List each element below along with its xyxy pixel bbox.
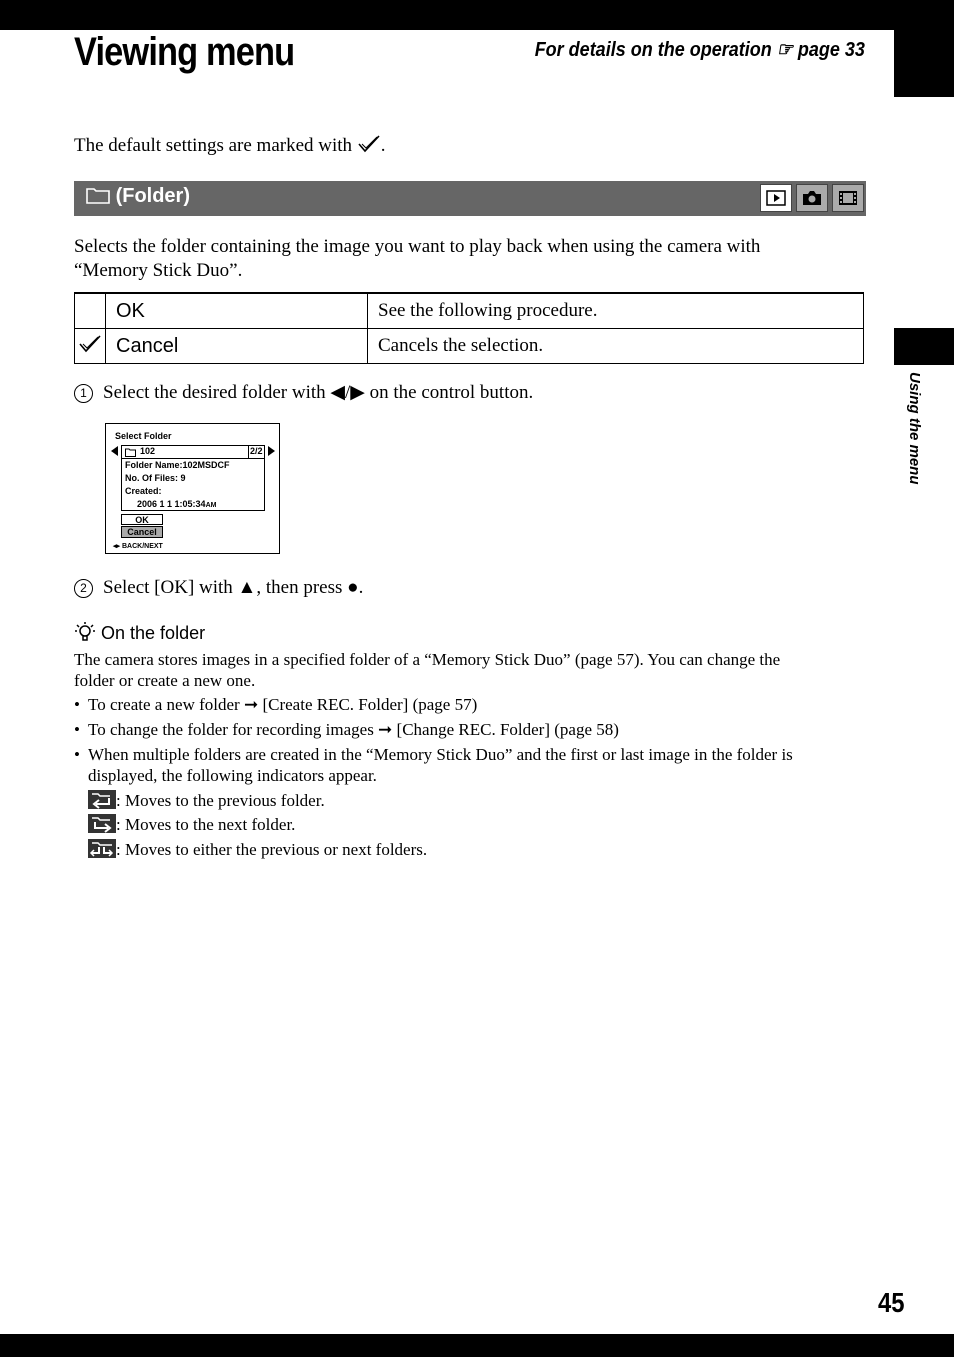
option-desc: See the following procedure.: [368, 293, 864, 329]
table-row: [75, 293, 864, 329]
option-desc: Cancels the selection.: [368, 329, 864, 364]
bullet-text: When multiple folders are created in the “Memory Stick Duo” and the first or last image in the folder is displayed, the following indicators appear.: [88, 745, 793, 785]
page-title: Viewing menu: [74, 30, 295, 74]
top-bar: [0, 0, 954, 30]
indicator-row: [88, 839, 427, 860]
screen-date: [137, 499, 216, 509]
step-text: Select the desired folder with ◀/▶ on the control button.: [103, 382, 534, 403]
either-folder-icon: [88, 839, 116, 858]
screen-files: No. Of Files: 9: [125, 473, 186, 483]
screen-created: Created:: [125, 486, 162, 496]
folder-title-text: (Folder): [115, 185, 190, 207]
movie-icon: [832, 184, 864, 212]
folder-icon: [125, 448, 136, 457]
folder-section-title: [86, 185, 190, 208]
option-name: OK: [106, 293, 368, 329]
screen-ampm: AM: [205, 502, 217, 509]
bullet-text: To create a new folder ➞ [Create REC. Folder] (page 57): [88, 695, 478, 714]
left-arrow-icon: [111, 446, 119, 456]
screen-page: 2/2: [250, 446, 263, 456]
indicator-text: : Moves to either the previous or next folders.: [116, 840, 428, 859]
screen-ok-button: OK: [121, 514, 163, 525]
step-text: Select [OK] with ▲, then press ●.: [103, 577, 364, 598]
check-icon: [78, 334, 102, 354]
folder-info-box: [121, 445, 265, 511]
default-note: [74, 134, 386, 157]
side-tab: [894, 328, 954, 365]
indicator-text: : Moves to the previous folder.: [116, 791, 325, 810]
option-name: Cancel: [106, 329, 368, 364]
screen-title: Select Folder: [115, 431, 172, 441]
default-note-end: .: [380, 135, 386, 156]
page-number: 45: [878, 1287, 905, 1318]
indicator-text: : Moves to the next folder.: [116, 815, 296, 834]
step-number: 1: [74, 384, 93, 403]
screen-nav: ◂▸ BACK/NEXT: [113, 543, 163, 550]
screen-cancel-button: Cancel: [121, 526, 163, 538]
camera-screen: [105, 423, 280, 554]
default-cell: [75, 329, 106, 364]
screen-date-text: 2006 1 1 1:05:34: [137, 499, 206, 509]
indicator-row: [88, 790, 325, 811]
table-row: [75, 329, 864, 364]
camera-icon: [796, 184, 828, 212]
screen-folder-name: Folder Name:102MSDCF: [125, 460, 230, 470]
side-tab-label: Using the menu: [906, 372, 923, 485]
hint-paragraph-2: folder or create a new one.: [74, 671, 256, 690]
default-cell: [75, 293, 106, 329]
step-number: 2: [74, 579, 93, 598]
step-2: [74, 577, 363, 599]
screen-nav-text: BACK/NEXT: [121, 543, 163, 550]
step-1: [74, 381, 533, 404]
default-note-text: The default settings are marked with: [74, 135, 353, 156]
check-icon: [357, 134, 381, 154]
playback-icon: [760, 184, 792, 212]
folder-icon: [86, 186, 110, 204]
folder-description-2: “Memory Stick Duo”.: [74, 260, 243, 281]
next-folder-icon: [88, 814, 116, 833]
bullet-text: To change the folder for recording images ➞ [Change REC. Folder] (page 58): [88, 720, 619, 739]
details-page: page 33: [797, 39, 865, 61]
reference-hand-icon: ☞: [776, 39, 793, 61]
screen-folder-num: 102: [140, 446, 156, 456]
hint-heading: [74, 622, 205, 644]
hint-paragraph-1: The camera stores images in a specified folder of a “Memory Stick Duo” (page 57). You can change the: [74, 650, 781, 669]
right-arrow-icon: [268, 446, 276, 456]
folder-section-header: [74, 181, 866, 216]
details-reference: [535, 37, 865, 62]
details-prefix: For details on the operation: [534, 39, 772, 61]
corner-tab: [894, 30, 954, 97]
options-table: [74, 292, 864, 364]
indicator-row: [88, 814, 295, 835]
previous-folder-icon: [88, 790, 116, 809]
hint-title-text: On the folder: [101, 623, 206, 643]
bottom-bar: [0, 1334, 954, 1357]
lightbulb-icon: [74, 622, 96, 642]
folder-description-1: Selects the folder containing the image you want to play back when using the camera with: [74, 236, 761, 257]
